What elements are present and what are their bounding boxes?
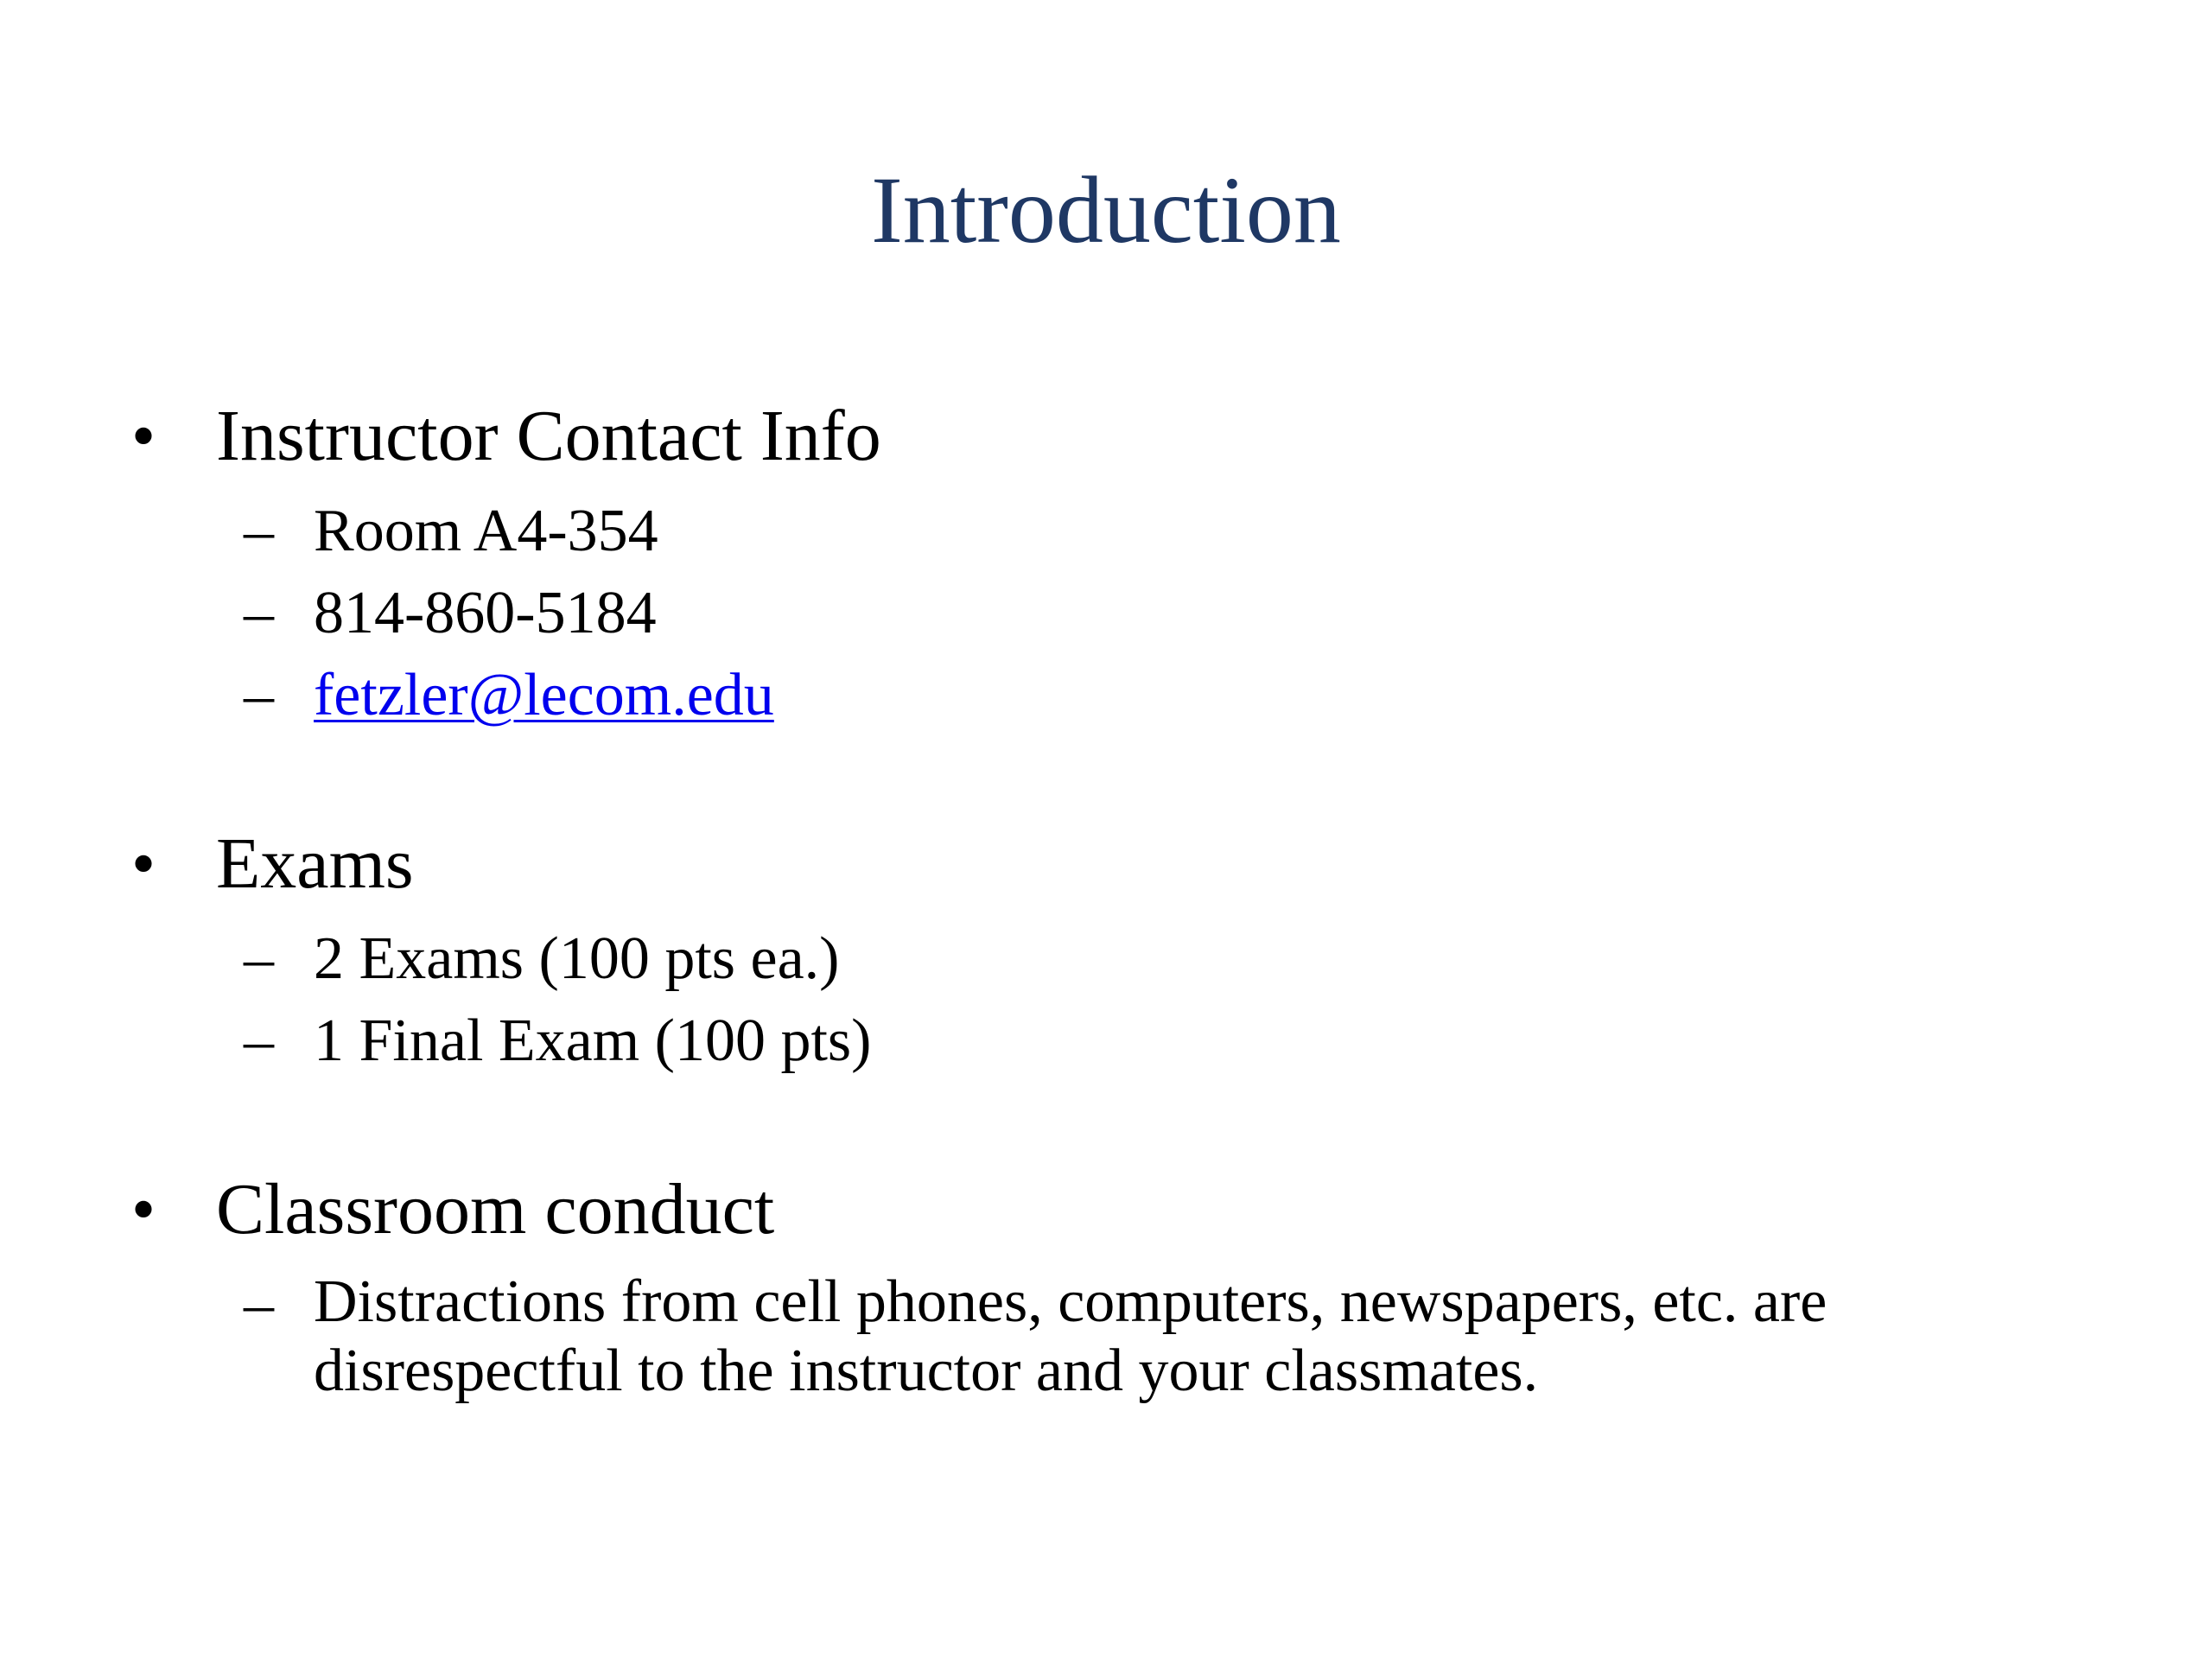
sub-item-text: 814-860-5184 bbox=[314, 580, 657, 646]
bullet-heading: Classroom conduct bbox=[216, 1169, 775, 1249]
bullet-marker: • bbox=[131, 398, 156, 474]
sub-item-marker: – bbox=[244, 1271, 274, 1338]
email-link[interactable]: fetzler@lecom.edu bbox=[314, 662, 774, 728]
sub-item-text: Room A4-354 bbox=[314, 498, 658, 564]
sub-item-text: 2 Exams (100 pts ea.) bbox=[314, 925, 840, 992]
bullet-heading: Instructor Contact Info bbox=[216, 396, 881, 476]
sub-item-marker: – bbox=[244, 580, 274, 646]
bullet-heading: Exams bbox=[216, 823, 414, 904]
sub-item-text: Distractions from cell phones, computers, newspapers, etc. are disrespectful to the instructor and your classmates. bbox=[314, 1268, 1827, 1404]
slide-title: Introduction bbox=[871, 157, 1341, 263]
sub-item-text: 1 Final Exam (100 pts) bbox=[314, 1007, 872, 1074]
sub-item-marker: – bbox=[244, 498, 274, 564]
sub-item-marker: – bbox=[244, 662, 274, 728]
sub-item-marker: – bbox=[244, 925, 274, 992]
sub-item-marker: – bbox=[244, 1007, 274, 1074]
bullet-marker: • bbox=[131, 826, 156, 902]
bullet-marker: • bbox=[131, 1172, 156, 1248]
